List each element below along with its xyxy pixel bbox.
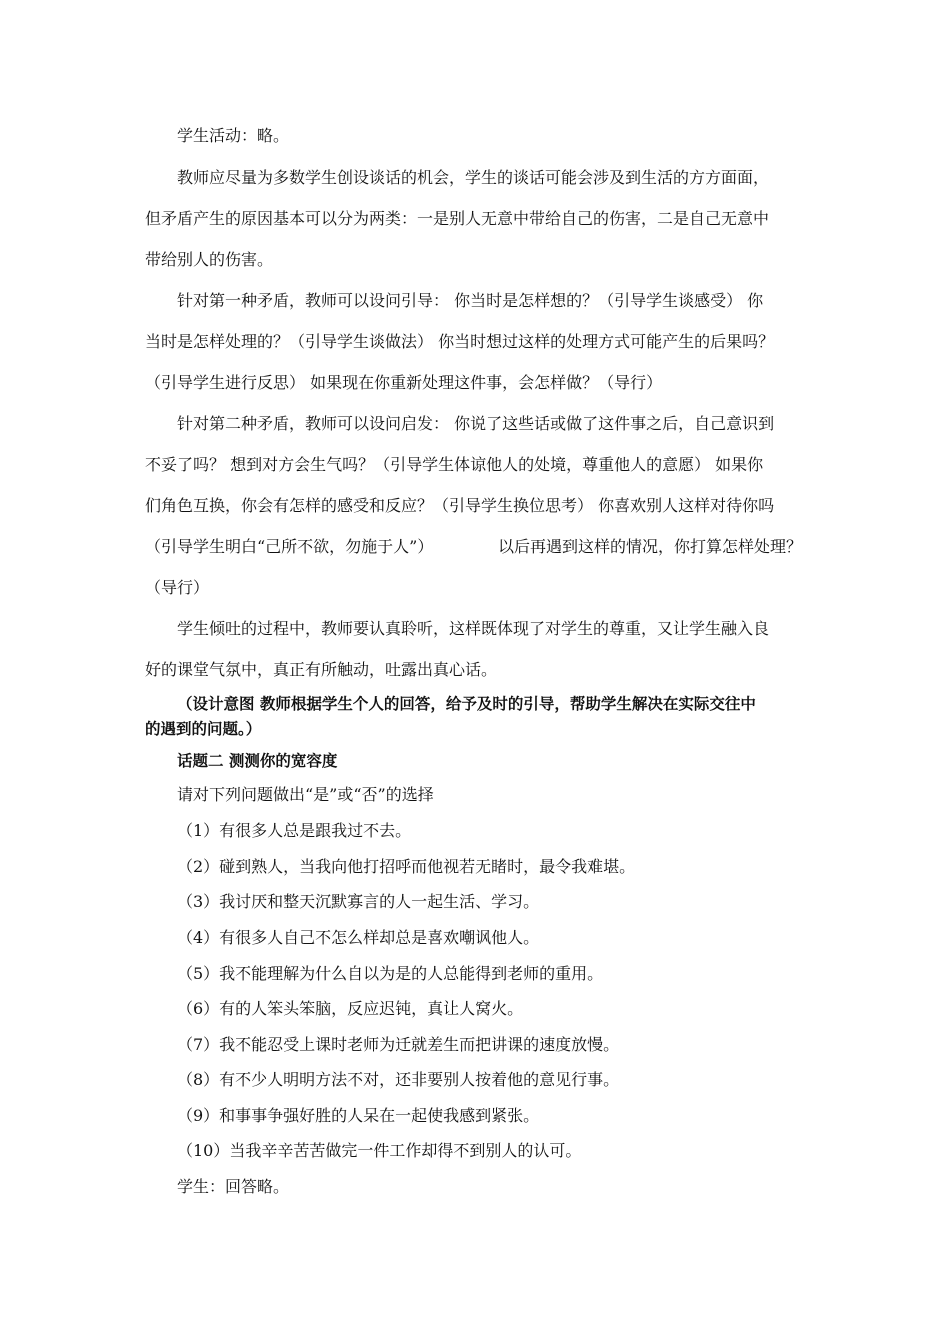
paragraph-line: 教师应尽量为多数学生创设谈话的机会，学生的谈话可能会涉及到生活的方方面面， — [177, 168, 770, 187]
list-item: （7）我不能忍受上课时老师为迁就差生而把讲课的速度放慢。 — [177, 1035, 620, 1054]
paragraph-line: 当时是怎样处理的？（引导学生谈做法） 你当时想过这样的处理方式可能产生的后果吗？ — [145, 332, 775, 351]
list-item: （5）我不能理解为什么自以为是的人总能得到老师的重用。 — [177, 964, 604, 983]
list-item: （9）和事事争强好胜的人呆在一起使我感到紧张。 — [177, 1106, 540, 1125]
paragraph-student-answer: 学生：回答略。 — [177, 1177, 290, 1196]
paragraph-line: 以后再遇到这样的情况，你打算怎样处理？ — [498, 537, 803, 556]
paragraph-line: （引导学生明白“己所不欲，勿施于人”） — [145, 537, 434, 556]
paragraph-line: 学生倾吐的过程中，教师要认真聆听，这样既体现了对学生的尊重，又让学生融入良 — [177, 619, 770, 638]
list-item: （2）碰到熟人，当我向他打招呼而他视若无睹时，最令我难堪。 — [177, 857, 636, 876]
design-intent-note: （设计意图 教师根据学生个人的回答，给予及时的引导，帮助学生解决在实际交往中 — [177, 695, 756, 713]
paragraph-line: （引导学生进行反思） 如果现在你重新处理这件事，会怎样做？（导行） — [145, 373, 663, 392]
paragraph-line: 们角色互换，你会有怎样的感受和反应？（引导学生换位思考） 你喜欢别人这样对待你吗 — [145, 496, 775, 515]
paragraph-line: 针对第二种矛盾，教师可以设问启发： 你说了这些话或做了这件事之后，自己意识到 — [177, 414, 775, 433]
paragraph-line: 但矛盾产生的原因基本可以分为两类：一是别人无意中带给自己的伤害，二是自己无意中 — [145, 209, 770, 228]
paragraph-line: 好的课堂气氛中，真正有所触动，吐露出真心话。 — [145, 660, 498, 679]
list-item: （8）有不少人明明方法不对，还非要别人按着他的意见行事。 — [177, 1070, 620, 1089]
section-heading: 话题二 测测你的宽容度 — [177, 752, 338, 770]
paragraph-line: 带给别人的伤害。 — [145, 250, 274, 269]
instruction-text: 请对下列问题做出“是”或“否”的选择 — [177, 785, 434, 804]
paragraph-line: 不妥了吗？ 想到对方会生气吗？（引导学生体谅他人的处境，尊重他人的意愿） 如果你 — [145, 455, 764, 474]
list-item: （4）有很多人自己不怎么样却总是喜欢嘲讽他人。 — [177, 928, 540, 947]
list-item: （1）有很多人总是跟我过不去。 — [177, 821, 412, 840]
paragraph-student-activity: 学生活动：略。 — [177, 126, 290, 145]
list-item: （3）我讨厌和整天沉默寡言的人一起生活、学习。 — [177, 892, 540, 911]
list-item: （10）当我辛辛苦苦做完一件工作却得不到别人的认可。 — [177, 1141, 582, 1160]
paragraph-line: 针对第一种矛盾，教师可以设问引导： 你当时是怎样想的？（引导学生谈感受） 你 — [177, 291, 764, 310]
list-item: （6）有的人笨头笨脑，反应迟钝，真让人窝火。 — [177, 999, 524, 1018]
paragraph-line: （导行） — [145, 578, 210, 597]
design-intent-note: 的遇到的问题。） — [145, 720, 262, 738]
